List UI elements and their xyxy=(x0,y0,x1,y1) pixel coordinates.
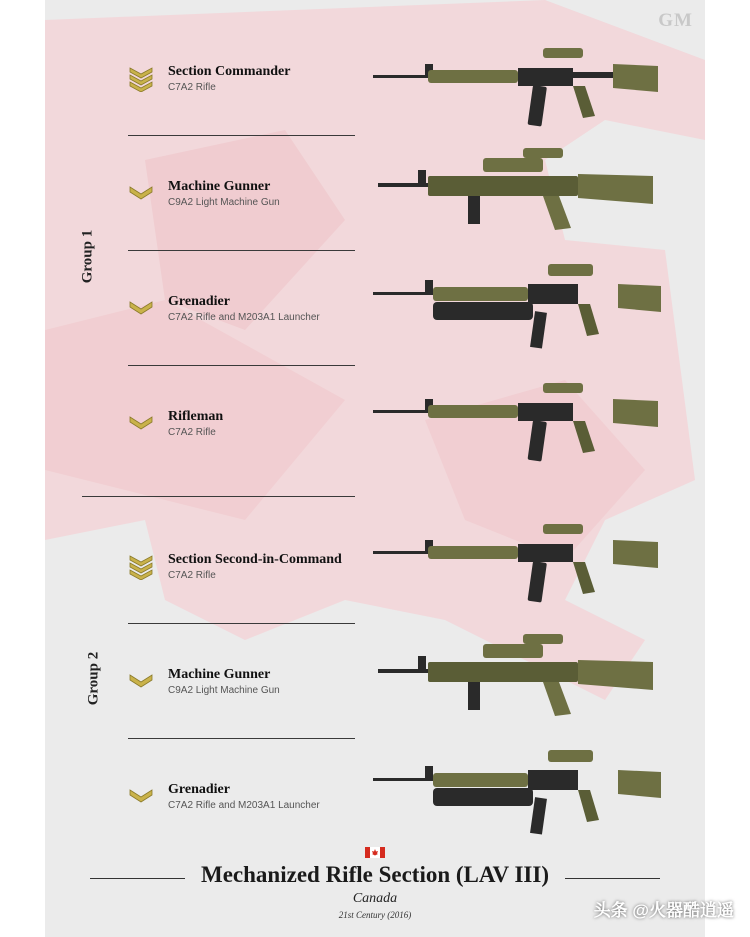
role-machine-gunner xyxy=(127,667,387,707)
gm-logo: GM xyxy=(658,10,693,31)
row-divider xyxy=(128,250,355,251)
c7a2-rifle-icon xyxy=(373,375,663,475)
watermark: 头条 @火器酷逍遥 xyxy=(593,901,734,920)
single-chevron-icon xyxy=(127,669,155,695)
single-chevron-icon xyxy=(127,411,155,437)
role-title: Grenadier xyxy=(168,782,230,797)
role-weapon-text: C7A2 Rifle and M203A1 Launcher xyxy=(168,312,320,323)
role-weapon-text: C9A2 Light Machine Gun xyxy=(168,685,280,696)
role-rifleman xyxy=(127,409,387,449)
sergeant-chevron-icon xyxy=(127,66,155,92)
single-chevron-icon xyxy=(127,181,155,207)
role-title: Machine Gunner xyxy=(168,179,271,194)
role-title: Grenadier xyxy=(168,294,230,309)
role-machine-gunner xyxy=(127,179,387,219)
c7a2-rifle-icon xyxy=(373,516,663,616)
role-title: Section Second-in-Command xyxy=(168,552,342,567)
role-title: Rifleman xyxy=(168,409,224,424)
c7a2-m203-icon xyxy=(373,748,663,848)
role-weapon-text: C9A2 Light Machine Gun xyxy=(168,197,280,208)
role-grenadier xyxy=(127,782,387,822)
poster xyxy=(45,0,705,937)
group-2-label: Group 2 xyxy=(85,651,102,706)
role-weapon-text: C7A2 Rifle xyxy=(168,570,216,581)
poster-title: Mechanized Rifle Section (LAV III) xyxy=(201,862,549,887)
group-divider xyxy=(82,496,355,497)
single-chevron-icon xyxy=(127,784,155,810)
role-weapon-text: C7A2 Rifle xyxy=(168,82,216,93)
sergeant-chevron-icon xyxy=(127,554,155,580)
single-chevron-icon xyxy=(127,296,155,322)
role-weapon-text: C7A2 Rifle xyxy=(168,427,216,438)
row-divider xyxy=(128,365,355,366)
poster-country: Canada xyxy=(352,891,398,906)
c7a2-rifle-icon xyxy=(373,40,663,140)
c9a2-lmg-icon xyxy=(373,148,663,248)
role-grenadier xyxy=(127,294,387,334)
role-section-second-in-command xyxy=(127,552,387,592)
role-weapon-text: C7A2 Rifle and M203A1 Launcher xyxy=(168,800,320,811)
poster-date: 21st Century (2016) xyxy=(338,910,412,920)
c9a2-lmg-icon xyxy=(373,634,663,734)
c7a2-m203-icon xyxy=(373,262,663,362)
role-title: Section Commander xyxy=(168,64,291,79)
role-section-commander xyxy=(127,64,387,104)
row-divider xyxy=(128,623,355,624)
row-divider xyxy=(128,738,355,739)
canada-flag-icon xyxy=(365,847,385,858)
role-title: Machine Gunner xyxy=(168,667,271,682)
row-divider xyxy=(128,135,355,136)
group-1-label: Group 1 xyxy=(79,229,96,284)
